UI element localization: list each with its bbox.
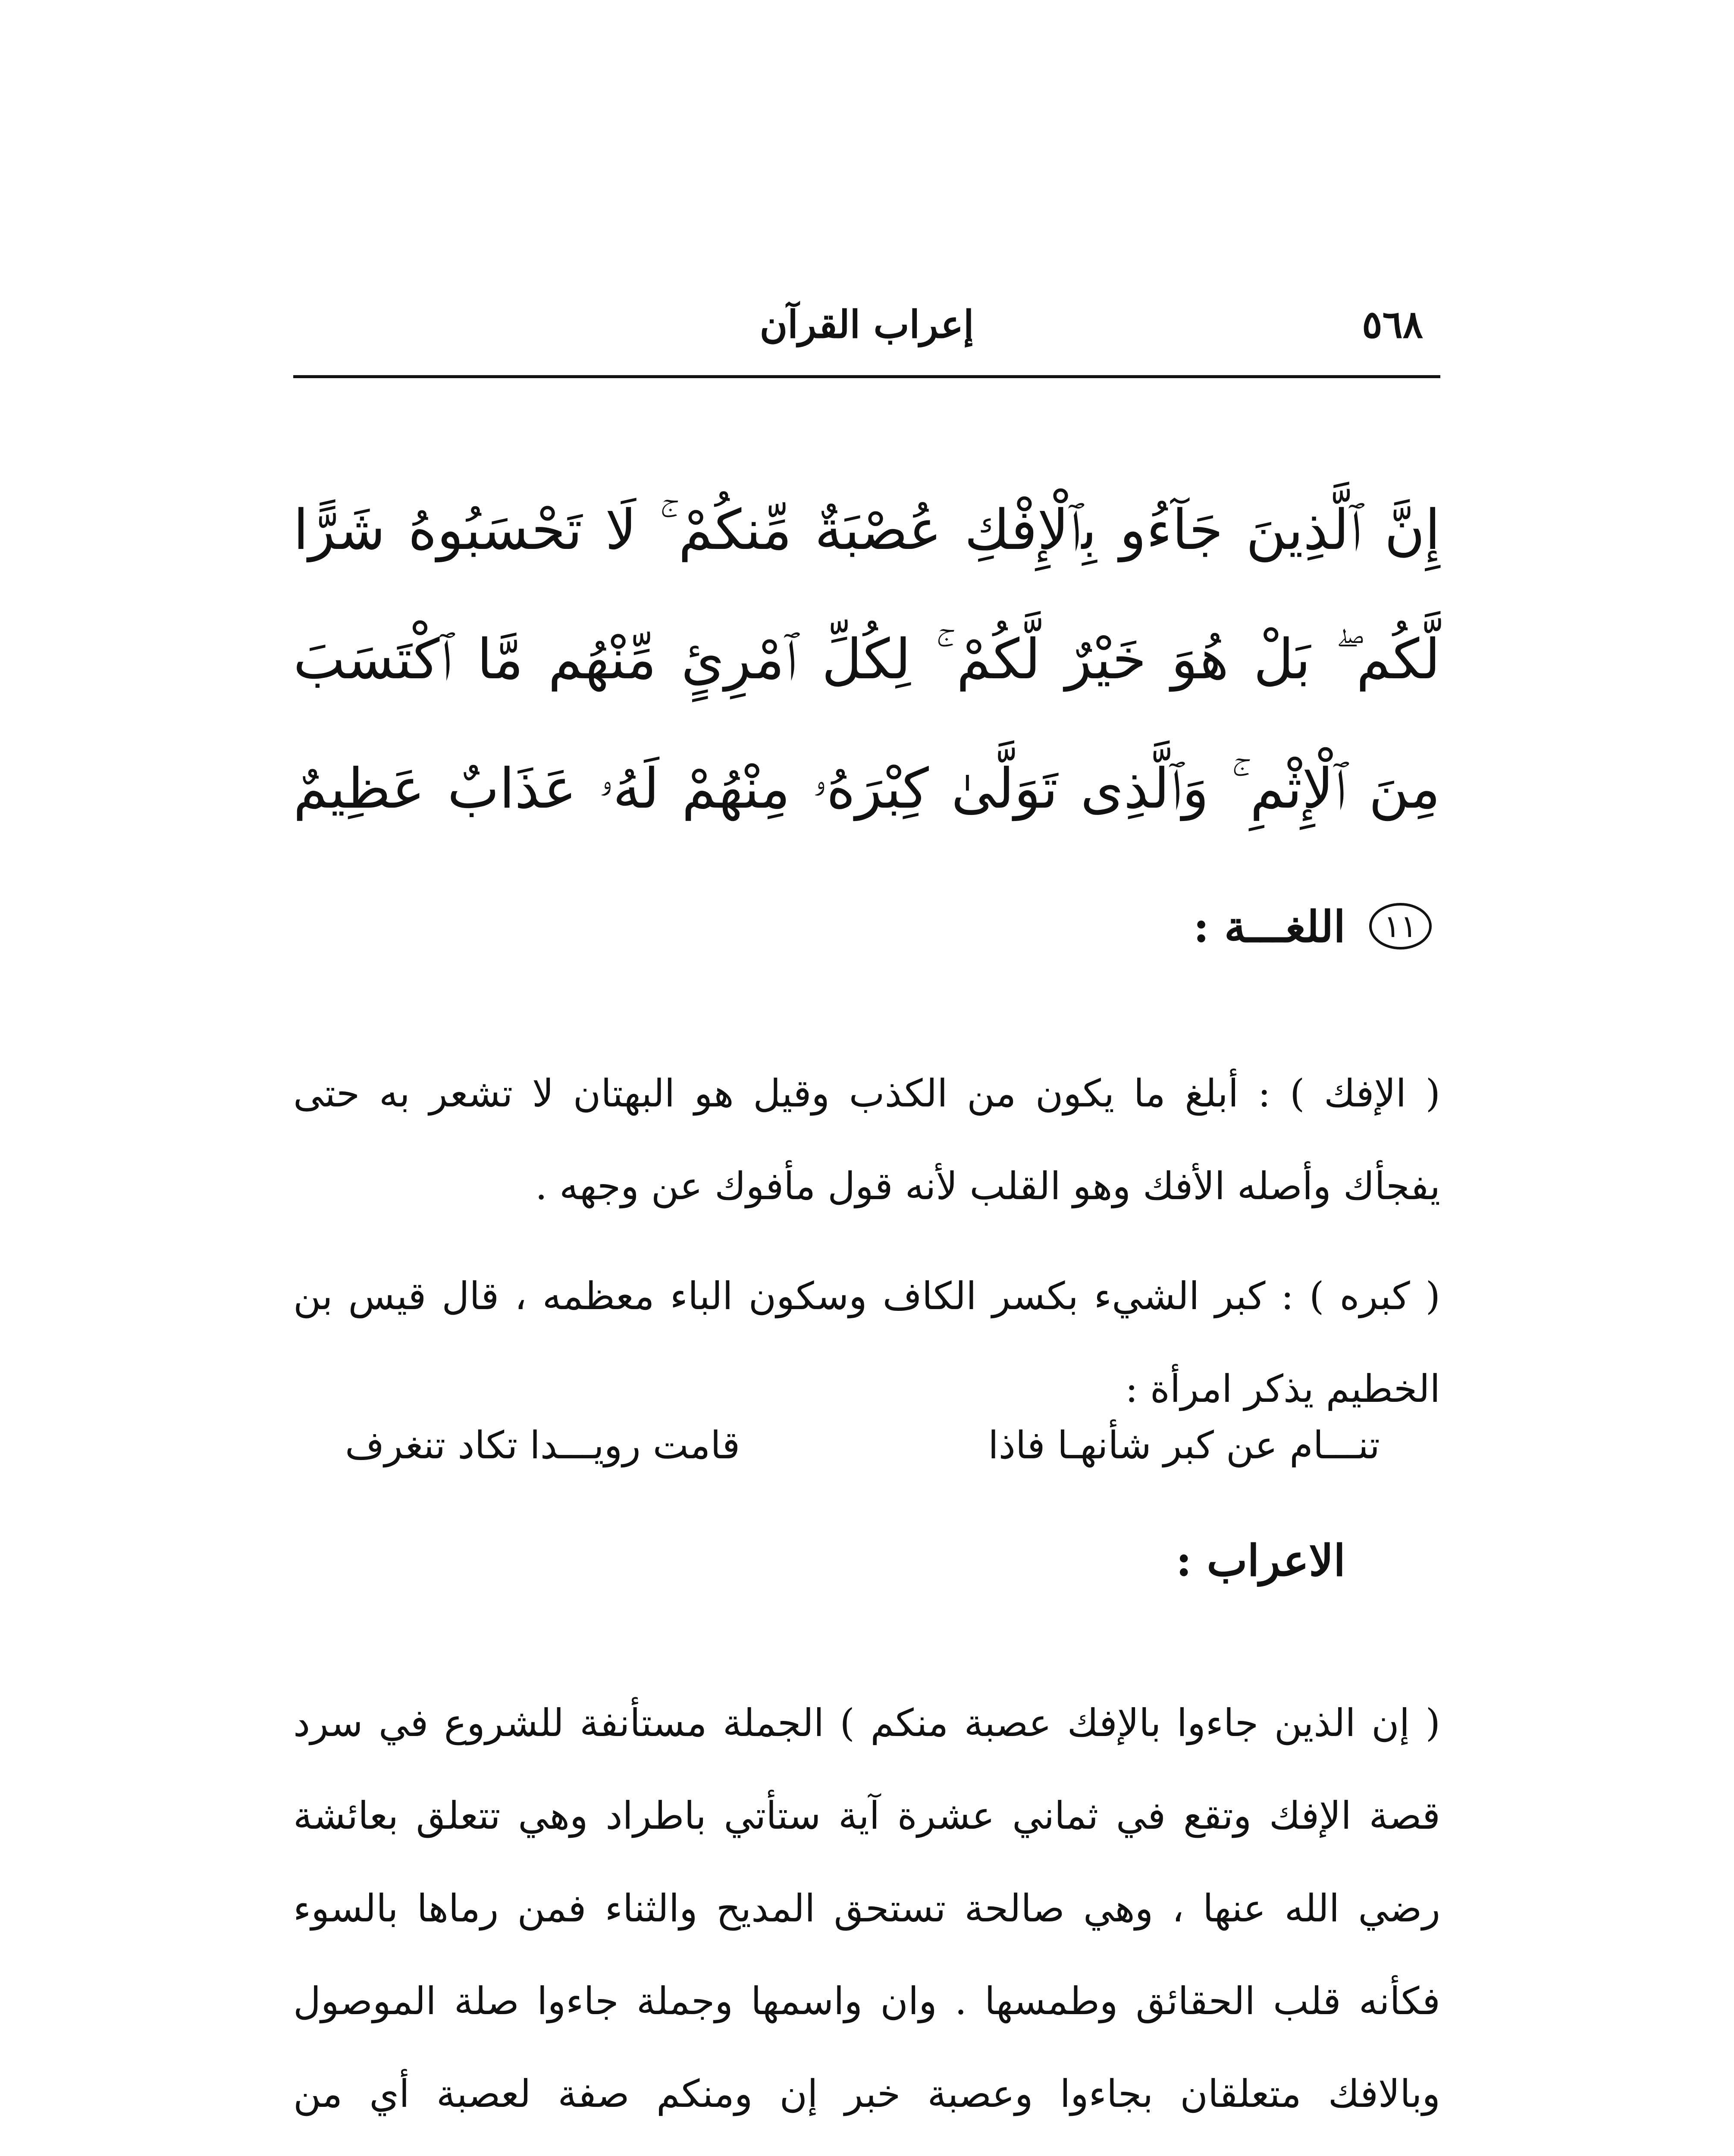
verse-text: إِنَّ ٱلَّذِينَ جَآءُو بِٱلْإِفْكِ عُصْبَةٌ مِّنكُمْ ۚ لَا تَحْسَبُوهُ شَرًّا لَّكُم ۖ بَلْ هُوَ خَيْرٌ لَّكُمْ ۚ لِكُلِّ ٱمْرِئٍ مِّنْهُم مَّا ٱكْتَسَبَ مِنَ ٱلْإِثْمِ ۚ وَٱلَّذِى تَوَلَّىٰ كِبْرَهُۥ مِنْهُمْ لَهُۥ عَذَابٌ عَظِيمٌ [293, 498, 1440, 821]
poem-second-hemistich: قامت رويـــدا تكاد تنغرف [345, 1423, 740, 1467]
definition-kibr: ( كبره ) : كبر الشيء بكسر الكاف وسكون الباء معظمه ، قال قيس بن الخطيم يذكر امرأة : [293, 1274, 1440, 1411]
poem-first-hemistich: تنـــام عن كبر شأنهـا فاذا [988, 1423, 1380, 1467]
irab-paragraph: ( إن الذين جاءوا بالإفك عصبة منكم ) الجملة مستأنفة للشروع في سرد قصة الإفك وتقع في ثماني عشرة آية ستأتي باطراد وهي تتعلق بعائشة رضي الله عنها ، وهي صالحة تستحق المديح والثناء فمن رماها بالسوء فكأنه قلب الحقائق وطمسها . وان واسمها وجملة جاءوا صلة الموصول وبالافك متعلقان بجاءوا وعصبة خبر إن ومنكم صفة لعصبة أي من [293, 1701, 1440, 2116]
running-head [293, 285, 1440, 362]
page-number: ٥٦٨ [1362, 302, 1423, 347]
section-heading-lugha: اللغـــة : [1193, 901, 1345, 952]
definition-ifk: ( الإفك ) : أبلغ ما يكون من الكذب وقيل هو البهتان لا تشعر به حتى يفجأك وأصله الأفك وهو القلب لأنه قول مأفوك عن وجهه . [293, 1071, 1440, 1208]
section-heading-irab: الاعراب : [1176, 1535, 1345, 1586]
book-page [293, 0, 1440, 2156]
verse-number: ١١ [1369, 903, 1432, 950]
book-title: إعراب القرآن [759, 302, 974, 347]
poem-verse [293, 1423, 1440, 1501]
header-rule [293, 375, 1440, 378]
